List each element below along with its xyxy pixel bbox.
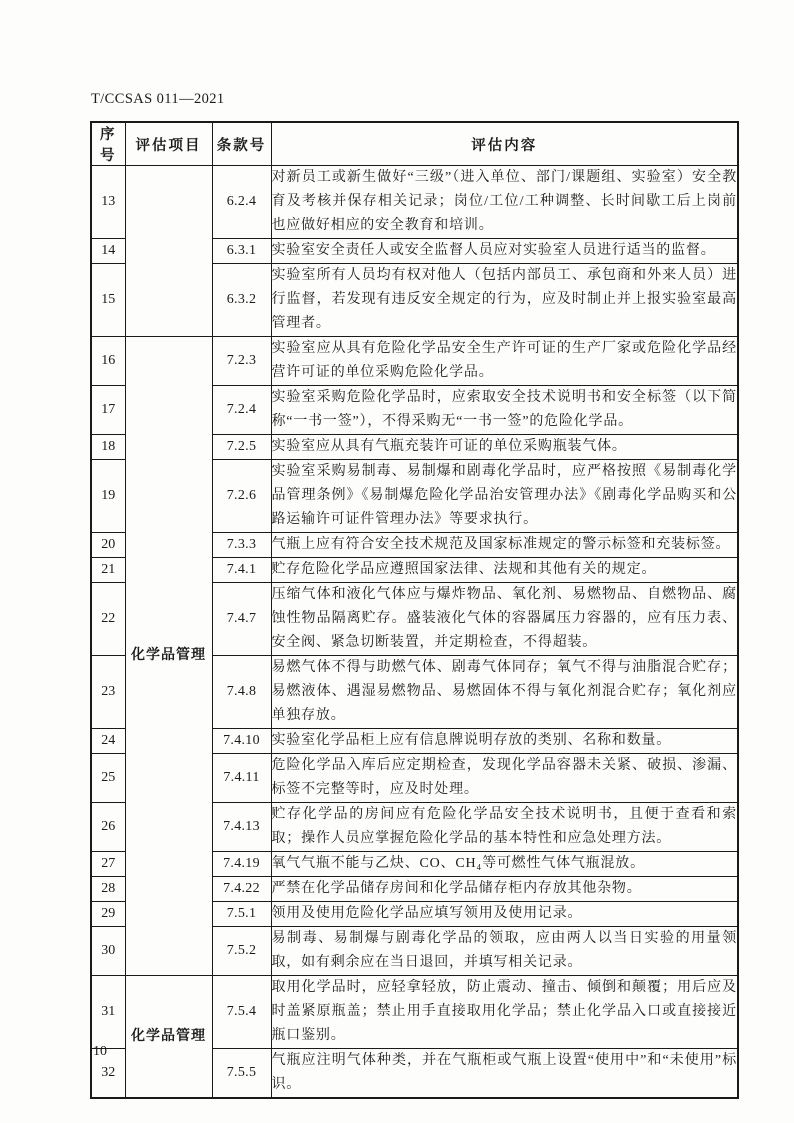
clause-cell: 7.4.13 (212, 803, 271, 852)
row-number-cell: 30 (91, 927, 125, 976)
row-number-cell: 21 (91, 558, 125, 583)
clause-cell: 7.5.5 (212, 1049, 271, 1099)
content-cell: 实验室应从具有气瓶充装许可证的单位采购瓶装气体。 (271, 435, 738, 460)
group-label-cell: 化学品管理 (125, 337, 212, 976)
row-number-cell: 13 (91, 166, 125, 239)
clause-cell: 7.4.19 (212, 852, 271, 877)
clause-cell: 7.4.11 (212, 754, 271, 803)
doc-code: T/CCSAS 011—2021 (91, 91, 225, 107)
column-header-no: 序号 (91, 122, 125, 166)
content-cell: 实验室所有人员均有权对他人（包括内部员工、承包商和外来人员）进行监督，若发现有违反安全规定的行为，应及时制止并上报实验室最高管理者。 (271, 264, 738, 337)
content-cell: 取用化学品时，应轻拿轻放，防止震动、撞击、倾倒和颠覆；用后应及时盖紧原瓶盖；禁止用手直接取用化学品；禁止化学品入口或直接接近瓶口鉴别。 (271, 976, 738, 1049)
clause-cell: 7.4.8 (212, 656, 271, 729)
clause-cell: 7.5.1 (212, 902, 271, 927)
content-cell: 实验室应从具有危险化学品安全生产许可证的生产厂家或危险化学品经营许可证的单位采购危险化学品。 (271, 337, 738, 386)
clause-cell: 7.2.5 (212, 435, 271, 460)
row-number-cell: 25 (91, 754, 125, 803)
table-row (91, 337, 738, 386)
clause-cell: 7.4.1 (212, 558, 271, 583)
page-number: 10 (93, 1044, 107, 1059)
content-cell: 对新员工或新生做好“三级”（进入单位、部门/课题组、实验室）安全教育及考核并保存相关记录；岗位/工位/工种调整、长时间歇工后上岗前也应做好相应的安全教育和培训。 (271, 166, 738, 239)
clause-cell: 7.2.3 (212, 337, 271, 386)
row-number-cell: 17 (91, 386, 125, 435)
content-cell: 实验室化学品柜上应有信息牌说明存放的类别、名称和数量。 (271, 729, 738, 754)
clause-cell: 6.2.4 (212, 166, 271, 239)
row-number-cell: 22 (91, 583, 125, 656)
clause-cell: 7.4.10 (212, 729, 271, 754)
content-cell: 气瓶应注明气体种类，并在气瓶柜或气瓶上设置“使用中”和“未使用”标识。 (271, 1049, 738, 1099)
row-number-cell: 29 (91, 902, 125, 927)
table-header-row (91, 122, 738, 166)
clause-cell: 7.5.4 (212, 976, 271, 1049)
row-number-cell: 23 (91, 656, 125, 729)
column-header-content: 评估内容 (271, 122, 738, 166)
group-label-cell (125, 166, 212, 337)
clause-cell: 6.3.2 (212, 264, 271, 337)
row-number-cell: 28 (91, 877, 125, 902)
table-row (91, 166, 738, 239)
content-cell: 贮存化学品的房间应有危险化学品安全技术说明书，且便于查看和索取；操作人员应掌握危险化学品的基本特性和应急处理方法。 (271, 803, 738, 852)
assessment-table (90, 121, 739, 1099)
content-cell: 严禁在化学品储存房间和化学品储存柜内存放其他杂物。 (271, 877, 738, 902)
content-cell: 实验室采购危险化学品时，应索取安全技术说明书和安全标签（以下简称“一书一签”），不得采购无“一书一签”的危险化学品。 (271, 386, 738, 435)
clause-cell: 7.4.7 (212, 583, 271, 656)
content-cell: 实验室采购易制毒、易制爆和剧毒化学品时，应严格按照《易制毒化学品管理条例》《易制爆危险化学品治安管理办法》《剧毒化学品购买和公路运输许可证件管理办法》等要求执行。 (271, 460, 738, 533)
clause-cell: 7.2.4 (212, 386, 271, 435)
content-cell: 氧气气瓶不能与乙炔、CO、CH₄等可燃性气体气瓶混放。 (271, 852, 738, 877)
content-cell: 贮存危险化学品应遵照国家法律、法规和其他有关的规定。 (271, 558, 738, 583)
row-number-cell: 19 (91, 460, 125, 533)
clause-cell: 7.5.2 (212, 927, 271, 976)
row-number-cell: 15 (91, 264, 125, 337)
row-number-cell: 20 (91, 533, 125, 558)
clause-cell: 7.2.6 (212, 460, 271, 533)
group-label-cell: 化学品管理 (125, 976, 212, 1099)
row-number-cell: 26 (91, 803, 125, 852)
clause-cell: 7.3.3 (212, 533, 271, 558)
content-cell: 易制毒、易制爆与剧毒化学品的领取，应由两人以当日实验的用量领取，如有剩余应在当日退回，并填写相关记录。 (271, 927, 738, 976)
row-number-cell: 31 (91, 976, 125, 1049)
content-cell: 气瓶上应有符合安全技术规范及国家标准规定的警示标签和充装标签。 (271, 533, 738, 558)
content-cell: 压缩气体和液化气体应与爆炸物品、氧化剂、易燃物品、自燃物品、腐蚀性物品隔离贮存。盛装液化气体的容器属压力容器的，应有压力表、安全阀、紧急切断装置，并定期检查，不得超装。 (271, 583, 738, 656)
column-header-clause: 条款号 (212, 122, 271, 166)
content-cell: 领用及使用危险化学品应填写领用及使用记录。 (271, 902, 738, 927)
row-number-cell: 24 (91, 729, 125, 754)
column-header-project: 评估项目 (125, 122, 212, 166)
clause-cell: 6.3.1 (212, 239, 271, 264)
row-number-cell: 14 (91, 239, 125, 264)
row-number-cell: 16 (91, 337, 125, 386)
row-number-cell: 27 (91, 852, 125, 877)
content-cell: 危险化学品入库后应定期检查，发现化学品容器未关紧、破损、渗漏、标签不完整等时，应及时处理。 (271, 754, 738, 803)
table-row (91, 976, 738, 1049)
content-cell: 易燃气体不得与助燃气体、剧毒气体同存；氧气不得与油脂混合贮存；易燃液体、遇湿易燃物品、易燃固体不得与氧化剂混合贮存；氧化剂应单独存放。 (271, 656, 738, 729)
row-number-cell: 32 (91, 1049, 125, 1099)
content-cell: 实验室安全责任人或安全监督人员应对实验室人员进行适当的监督。 (271, 239, 738, 264)
row-number-cell: 18 (91, 435, 125, 460)
clause-cell: 7.4.22 (212, 877, 271, 902)
